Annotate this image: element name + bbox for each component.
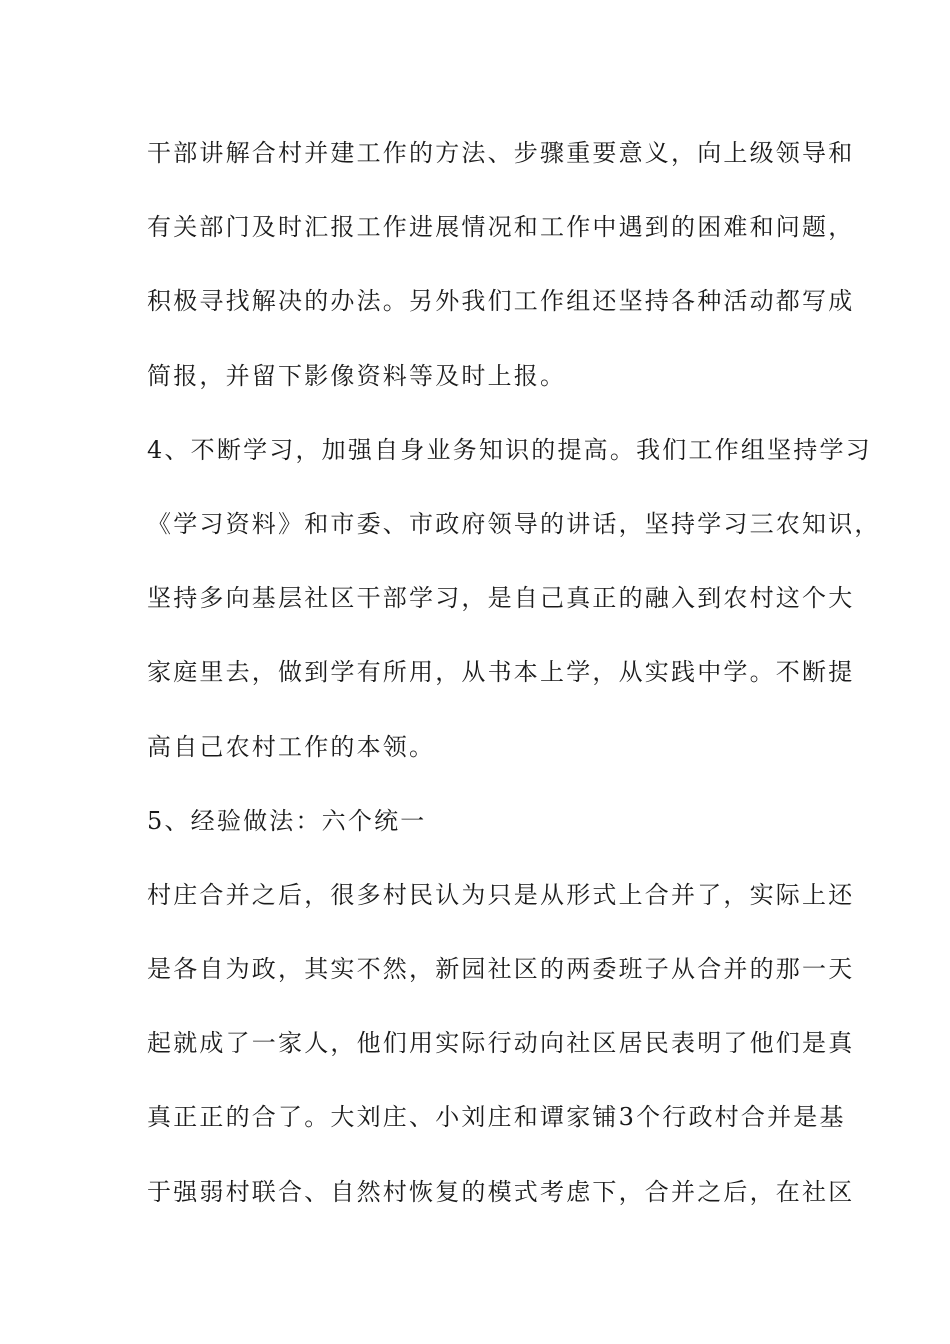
section-heading-4: 4、不断学习，加强自身业务知识的提高。我们工作组坚持学习 [147, 435, 872, 464]
text-line: 《学习资料》和市委、市政府领导的讲话，坚持学习三农知识， [147, 509, 881, 538]
section-heading-5: 5、经验做法：六个统一 [147, 806, 427, 835]
text-line: 干部讲解合村并建工作的方法、步骤重要意义，向上级领导和 [147, 139, 855, 167]
text-line: 高自己农村工作的本领。 [147, 732, 436, 761]
text-line: 于强弱村联合、自然村恢复的模式考虑下，合并之后，在社区 [147, 1177, 855, 1206]
body-text [147, 130, 881, 1243]
text-line: 起就成了一家人，他们用实际行动向社区居民表明了他们是真 [147, 1029, 855, 1058]
text-line: 真正正的合了。大刘庄、小刘庄和谭家铺3个行政村合并是基 [147, 1103, 846, 1132]
text-line: 简报，并留下影像资料等及时上报。 [147, 361, 567, 390]
text-line: 村庄合并之后，很多村民认为只是从形式上合并了，实际上还 [147, 880, 855, 909]
text-line: 家庭里去，做到学有所用，从书本上学，从实践中学。不断提 [147, 658, 855, 687]
text-line: 有关部门及时汇报工作进展情况和工作中遇到的困难和问题， [147, 213, 855, 242]
text-line: 是各自为政，其实不然，新园社区的两委班子从合并的那一天 [147, 955, 855, 984]
text-line: 积极寻找解决的办法。另外我们工作组还坚持各种活动都写成 [147, 287, 855, 316]
text-line: 坚持多向基层社区干部学习，是自己真正的融入到农村这个大 [147, 584, 855, 613]
